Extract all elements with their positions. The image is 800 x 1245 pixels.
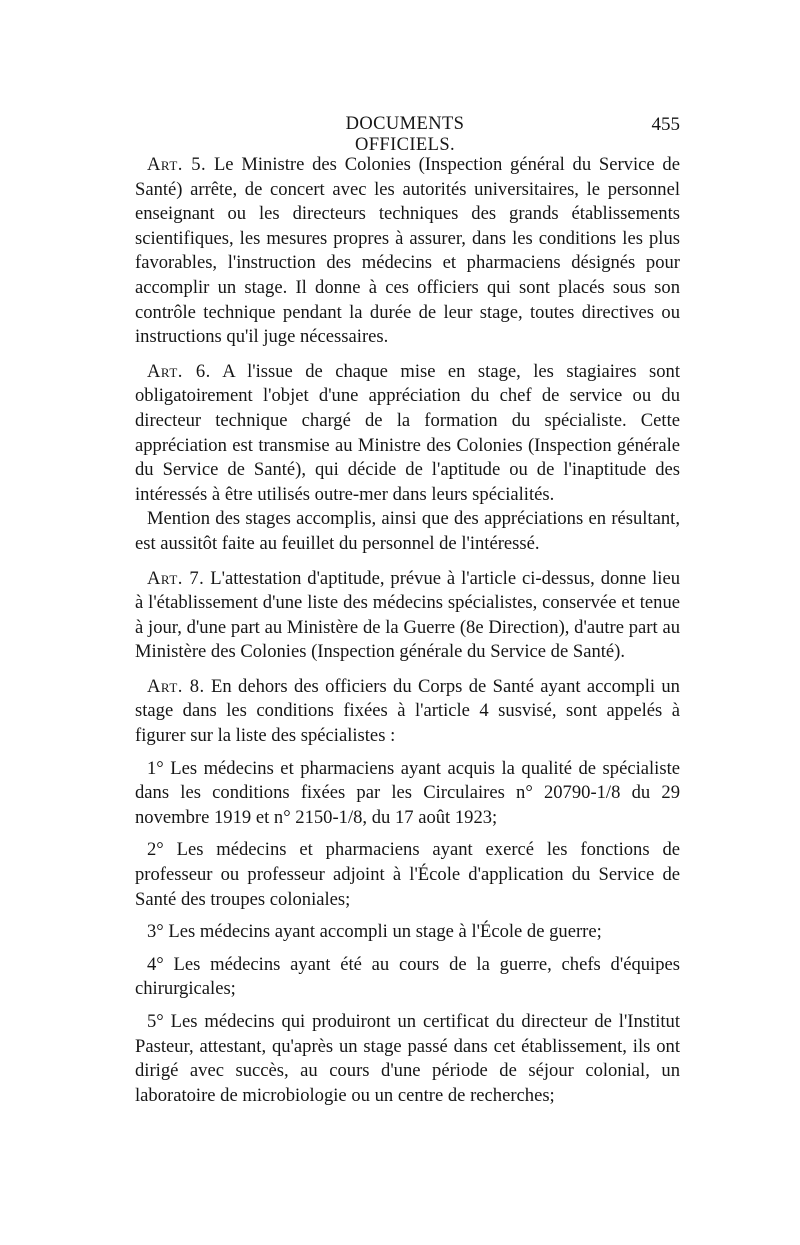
article-6	[135, 360, 680, 508]
article-6-mention: Mention des stages accomplis, ainsi que des appréciations en résultant, est aussitôt faite au feuillet du personnel de l'intéressé.	[135, 508, 680, 554]
article-label: Art. 8.	[147, 675, 205, 697]
list-item: 2° Les médecins et pharmaciens ayant exercé les fonctions de professeur ou professeur adjoint à l'École d'application du Service de Santé des troupes coloniales;	[135, 839, 680, 910]
list-item: 1° Les médecins et pharmaciens ayant acquis la qualité de spécialiste dans les conditions fixées par les Circulaires n° 20790-1/8 du 29 novembre 1919 et n° 2150-1/8, du 17 août 1923;	[135, 757, 680, 828]
article-label: Art. 6.	[147, 360, 211, 382]
article-8	[135, 675, 680, 749]
page-body	[135, 153, 680, 1108]
article-text: L'attestation d'aptitude, prévue à l'article ci-dessus, donne lieu à l'établissement d'une liste des médecins spécialistes, conservée et tenue à jour, d'une part au Ministère de la Guerre (8e Direction), d'autre part au Ministère des Colonies (Inspection générale du Service de Santé).	[135, 567, 680, 663]
article-label: Art. 7.	[147, 567, 205, 589]
running-title: DOCUMENTS OFFICIELS.	[345, 114, 465, 155]
list-item: 3° Les médecins ayant accompli un stage à l'École de guerre;	[147, 921, 602, 943]
article-label: Art. 5.	[147, 154, 207, 175]
page-header	[135, 114, 680, 155]
list-item: 5° Les médecins qui produiront un certificat du directeur de l'Institut Pasteur, attestant, qu'après un stage passé dans cet établissement, ils ont dirigé avec succès, au cours d'une période de séjour colonial, un laboratoire de microbiologie ou un centre de recherches;	[135, 1011, 680, 1106]
article-7	[135, 567, 680, 665]
page-number: 455	[651, 114, 680, 135]
list-item: 4° Les médecins ayant été au cours de la guerre, chefs d'équipes chirurgicales;	[135, 953, 680, 1000]
article-text: A l'issue de chaque mise en stage, les stagiaires sont obligatoirement l'objet d'une appréciation du chef de service ou du directeur technique chargé de la formation du spécialiste. Cette appréciation est transmise au Ministre des Colonies (Inspection générale du Service de Santé), qui décide de l'aptitude ou de l'inaptitude des intéressés à être utilisés outre-mer dans leurs spécialités.	[135, 360, 680, 505]
article-5	[135, 153, 680, 350]
article-text: Le Ministre des Colonies (Inspection général du Service de Santé) arrête, de concert avec les autorités universitaires, le personnel enseignant ou les directeurs techniques des grands établissements scientifiques, les mesures propres à assurer, dans les conditions les plus favorables, l'instruction des médecins et pharmaciens désignés pour accomplir un stage. Il donne à ces officiers qui sont placés sous son contrôle technique pendant la durée de leur stage, toutes directives ou instructions qu'il juge nécessaires.	[135, 154, 680, 348]
article-text: En dehors des officiers du Corps de Santé ayant accompli un stage dans les conditions fixées à l'article 4 susvisé, sont appelés à figurer sur la liste des spécialistes :	[135, 675, 680, 747]
